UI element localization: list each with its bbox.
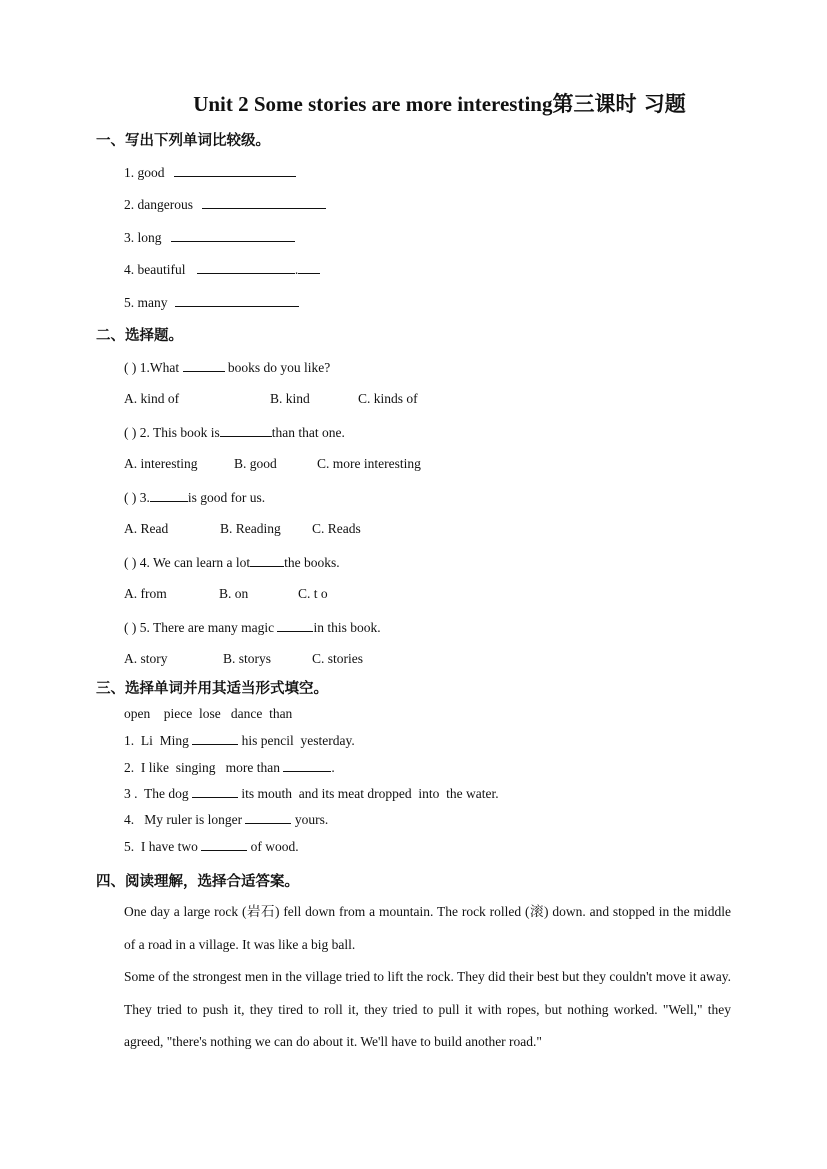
s3-item-5: 5. I have two of wood. (124, 839, 299, 854)
option-a[interactable]: A. story (124, 651, 168, 666)
option-b[interactable]: B. kind (270, 391, 310, 406)
answer-paren[interactable]: ( ) (124, 555, 137, 570)
question-4-options (124, 586, 624, 604)
answer-blank[interactable] (202, 196, 326, 209)
question-5-options (124, 651, 624, 669)
option-c[interactable]: C. stories (312, 651, 364, 666)
s3-item-1: 1. Li Ming his pencil yesterday. (124, 733, 355, 748)
answer-blank[interactable] (201, 838, 247, 851)
question-1: ( ) 1.What books do you like? (124, 360, 331, 375)
answer-paren[interactable]: ( ) (124, 425, 137, 440)
answer-blank[interactable] (192, 732, 238, 745)
s1-item-1: 1. good (124, 164, 296, 181)
section-4-heading: 四、阅读理解，选择合适答案。 (96, 874, 299, 890)
option-c[interactable]: C. more interesting (317, 456, 421, 471)
question-3-options (124, 521, 624, 539)
answer-paren[interactable]: ( ) (124, 360, 137, 375)
answer-blank[interactable] (171, 229, 295, 242)
answer-blank[interactable] (277, 619, 313, 632)
section-2-heading: 二、选择题。 (96, 328, 183, 344)
reading-paragraph-1: One day a large rock (岩石) fell down from a mountain. The rock rolled (滚) down. and stopped in the middle of a road in a village. It was like a big ball. (124, 904, 731, 952)
question-5: ( ) 5. There are many magic in this book. (124, 620, 381, 635)
s3-item-2: 2. I like singing more than . (124, 760, 335, 775)
option-b[interactable]: B. Reading (220, 521, 281, 536)
answer-blank[interactable] (174, 164, 296, 177)
answer-blank[interactable] (175, 294, 299, 307)
option-c[interactable]: C. t o (298, 586, 328, 601)
option-a[interactable]: A. interesting (124, 456, 198, 471)
question-3: ( ) 3. is good for us. (124, 490, 266, 505)
answer-blank[interactable] (197, 261, 295, 274)
page-title (0, 88, 827, 118)
answer-blank[interactable] (192, 785, 238, 798)
question-2-options (124, 456, 624, 474)
answer-blank[interactable] (150, 489, 188, 502)
answer-paren[interactable]: ( ) (124, 620, 137, 635)
answer-blank[interactable] (183, 359, 225, 372)
answer-blank[interactable] (283, 759, 331, 772)
answer-blank[interactable] (220, 424, 272, 437)
s1-item-4: 4. beautiful . (124, 261, 320, 278)
question-1-options (124, 391, 624, 409)
s1-item-5: 5. many (124, 294, 299, 311)
answer-blank-tail (298, 261, 320, 274)
section-3-heading: 三、选择单词并用其适当形式填空。 (96, 681, 328, 697)
option-a[interactable]: A. Read (124, 521, 169, 536)
title-chinese: 第三课时 习题 (552, 92, 686, 116)
s3-item-4: 4. My ruler is longer yours. (124, 812, 329, 827)
question-4: ( ) 4. We can learn a lot the books. (124, 555, 340, 570)
word-bank: open piece lose dance than (124, 706, 293, 721)
section-1-heading: 一、写出下列单词比较级。 (96, 133, 270, 149)
answer-paren[interactable]: ( ) (124, 490, 137, 505)
s3-item-3: 3 . The dog its mouth and its meat dropped into the water. (124, 786, 499, 801)
s1-item-2: 2. dangerous (124, 196, 326, 213)
option-a[interactable]: A. from (124, 586, 167, 601)
option-b[interactable]: B. storys (223, 651, 272, 666)
answer-blank[interactable] (245, 811, 291, 824)
question-2: ( ) 2. This book is than that one. (124, 425, 345, 440)
option-c[interactable]: C. Reads (312, 521, 361, 536)
option-b[interactable]: B. good (234, 456, 277, 471)
option-c[interactable]: C. kinds of (358, 391, 418, 406)
answer-blank[interactable] (250, 554, 284, 567)
option-b[interactable]: B. on (219, 586, 249, 601)
reading-paragraph-2: Some of the strongest men in the village tried to lift the rock. They did their best but they couldn't move it away. They tried to push it, they tired to roll it, they tried to pull it with ropes, but nothing worked. "Well," they agreed, "there's nothing we can do about it. We'll have to build another road." (124, 969, 731, 1049)
option-a[interactable]: A. kind of (124, 391, 180, 406)
title-english: Unit 2 Some stories are more interesting (193, 92, 553, 116)
s1-item-3: 3. long (124, 229, 295, 246)
